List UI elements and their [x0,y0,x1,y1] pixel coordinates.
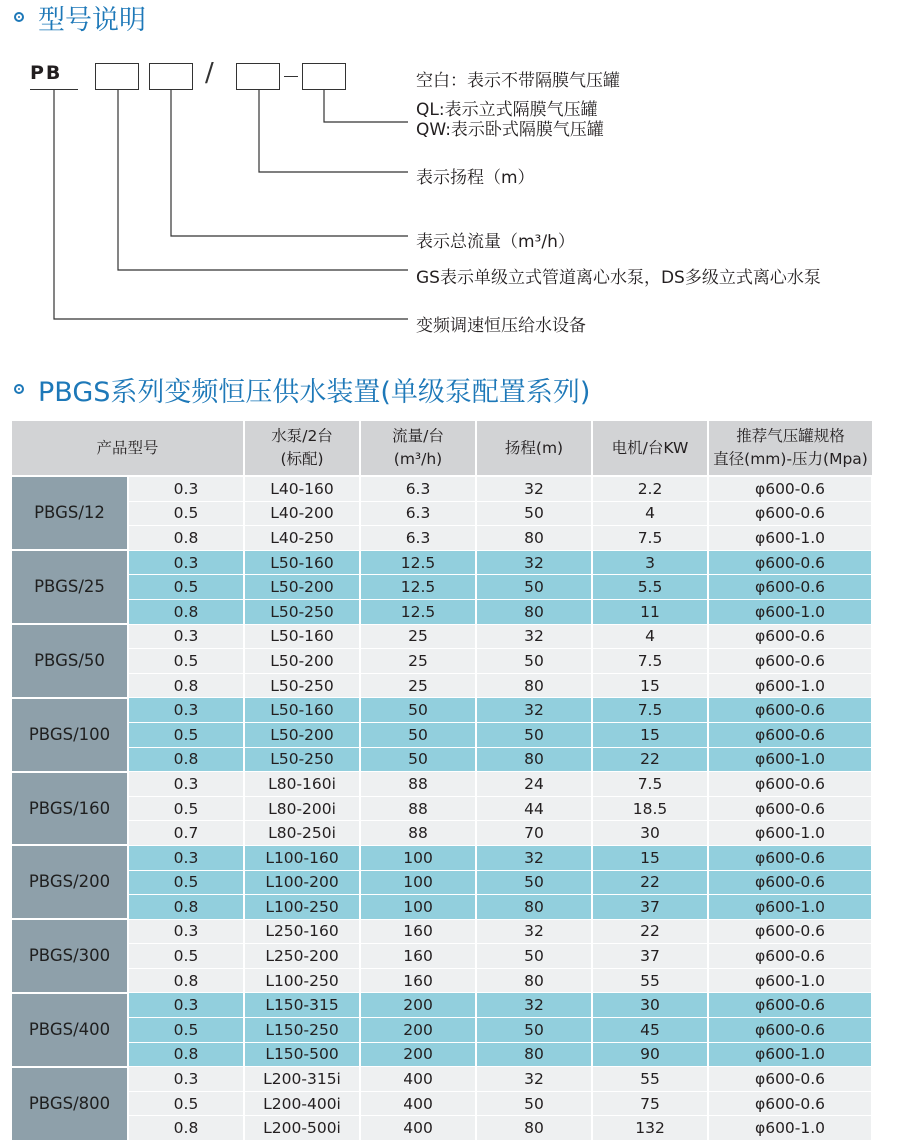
tank-cell: φ600-0.6 [708,870,872,895]
pump-cell: L200-500i [244,1116,360,1141]
table-row [12,698,872,723]
table-row [12,1091,872,1116]
motor-cell: 7.5 [592,698,708,723]
flow-cell: 100 [360,895,476,920]
table-body [12,476,872,1141]
motor-cell: 22 [592,919,708,944]
pump-cell: L50-200 [244,722,360,747]
pressure-cell: 0.3 [128,624,244,649]
motor-cell: 132 [592,1116,708,1141]
motor-cell: 11 [592,599,708,624]
tank-cell: φ600-0.6 [708,1091,872,1116]
flow-cell: 200 [360,993,476,1018]
pressure-cell: 0.5 [128,501,244,526]
table-row [12,624,872,649]
motor-cell: 45 [592,1018,708,1043]
table-row [12,895,872,920]
head-cell: 50 [476,944,592,969]
label-pump-type: GS表示单级立式管道离心水泵，DS多级立式离心水泵 [416,268,821,288]
head-cell: 50 [476,501,592,526]
table-row [12,993,872,1018]
table-row [12,1067,872,1092]
pump-cell: L80-200i [244,796,360,821]
head-cell: 50 [476,649,592,674]
flow-cell: 12.5 [360,550,476,575]
flow-cell: 50 [360,722,476,747]
pressure-cell: 0.8 [128,747,244,772]
tank-cell: φ600-1.0 [708,673,872,698]
motor-cell: 37 [592,944,708,969]
table-row [12,476,872,501]
pump-cell: L200-400i [244,1091,360,1116]
tank-cell: φ600-1.0 [708,895,872,920]
head-cell: 80 [476,673,592,698]
model-cell: PBGS/800 [12,1067,128,1141]
motor-cell: 22 [592,870,708,895]
model-cell: PBGS/50 [12,624,128,698]
tank-cell: φ600-0.6 [708,993,872,1018]
table-row [12,968,872,993]
motor-cell: 55 [592,1067,708,1092]
circle-bullet-icon [14,384,24,394]
tank-cell: φ600-0.6 [708,624,872,649]
pressure-cell: 0.5 [128,870,244,895]
motor-cell: 15 [592,722,708,747]
head-cell: 24 [476,772,592,797]
tank-cell: φ600-0.6 [708,1067,872,1092]
pump-cell: L50-200 [244,575,360,600]
header-head: 扬程(m) [476,421,592,476]
label-tank-vertical: QL:表示立式隔膜气压罐 [416,100,598,120]
pump-cell: L50-250 [244,747,360,772]
tank-cell: φ600-1.0 [708,1116,872,1141]
pressure-cell: 0.3 [128,993,244,1018]
flow-cell: 6.3 [360,526,476,551]
tank-cell: φ600-0.6 [708,919,872,944]
head-cell: 32 [476,624,592,649]
tank-cell: φ600-0.6 [708,649,872,674]
pressure-cell: 0.3 [128,1067,244,1092]
motor-cell: 4 [592,624,708,649]
table-row [12,722,872,747]
pump-cell: L50-160 [244,624,360,649]
tank-cell: φ600-0.6 [708,1018,872,1043]
head-cell: 80 [476,599,592,624]
header-model: 产品型号 [12,421,244,476]
pump-cell: L80-160i [244,772,360,797]
table-row [12,526,872,551]
flow-cell: 25 [360,673,476,698]
head-cell: 50 [476,575,592,600]
flow-cell: 50 [360,698,476,723]
motor-cell: 22 [592,747,708,772]
head-cell: 80 [476,747,592,772]
pump-cell: L100-250 [244,968,360,993]
section-title-pbgs-series [14,372,590,406]
table-row [12,649,872,674]
head-cell: 32 [476,993,592,1018]
pump-cell: L100-200 [244,870,360,895]
head-cell: 50 [476,722,592,747]
motor-cell: 18.5 [592,796,708,821]
pump-cell: L50-160 [244,550,360,575]
table-row [12,673,872,698]
motor-cell: 7.5 [592,649,708,674]
flow-cell: 160 [360,944,476,969]
flow-cell: 400 [360,1116,476,1141]
pressure-cell: 0.5 [128,1091,244,1116]
table-row [12,599,872,624]
pressure-cell: 0.8 [128,968,244,993]
model-cell: PBGS/25 [12,550,128,624]
table-row [12,870,872,895]
flow-cell: 88 [360,796,476,821]
motor-cell: 4 [592,501,708,526]
flow-cell: 6.3 [360,501,476,526]
pump-cell: L250-160 [244,919,360,944]
tank-cell: φ600-0.6 [708,845,872,870]
header-motor: 电机/台KW [592,421,708,476]
flow-cell: 400 [360,1091,476,1116]
head-cell: 80 [476,1042,592,1067]
tank-cell: φ600-1.0 [708,821,872,846]
head-cell: 32 [476,476,592,501]
pump-cell: L50-200 [244,649,360,674]
pressure-cell: 0.7 [128,821,244,846]
head-cell: 80 [476,526,592,551]
head-cell: 32 [476,698,592,723]
table-row [12,796,872,821]
head-cell: 32 [476,550,592,575]
pump-cell: L40-160 [244,476,360,501]
table-row [12,845,872,870]
tank-cell: φ600-1.0 [708,1042,872,1067]
header-flow: 流量/台 (m³/h) [360,421,476,476]
spec-table [12,421,873,1142]
pressure-cell: 0.5 [128,796,244,821]
pressure-cell: 0.5 [128,575,244,600]
head-cell: 32 [476,845,592,870]
section-title-text: PBGS系列变频恒压供水装置(单级泵配置系列) [38,376,591,408]
pump-cell: L150-500 [244,1042,360,1067]
flow-cell: 12.5 [360,599,476,624]
model-cell: PBGS/100 [12,698,128,772]
table-row [12,1018,872,1043]
pressure-cell: 0.5 [128,722,244,747]
label-tank-horizontal: QW:表示卧式隔膜气压罐 [416,120,604,140]
pump-cell: L50-160 [244,698,360,723]
table-header-row [12,421,872,476]
tank-cell: φ600-1.0 [708,526,872,551]
table-row [12,1042,872,1067]
motor-cell: 15 [592,673,708,698]
head-cell: 32 [476,919,592,944]
tank-cell: φ600-0.6 [708,796,872,821]
flow-cell: 200 [360,1018,476,1043]
motor-cell: 2.2 [592,476,708,501]
motor-cell: 7.5 [592,526,708,551]
model-cell: PBGS/400 [12,993,128,1067]
pressure-cell: 0.8 [128,673,244,698]
flow-cell: 50 [360,747,476,772]
motor-cell: 30 [592,821,708,846]
table-row [12,575,872,600]
motor-cell: 37 [592,895,708,920]
head-cell: 44 [476,796,592,821]
tank-cell: φ600-0.6 [708,476,872,501]
motor-cell: 15 [592,845,708,870]
tank-cell: φ600-0.6 [708,575,872,600]
flow-cell: 100 [360,845,476,870]
tank-cell: φ600-1.0 [708,968,872,993]
flow-cell: 6.3 [360,476,476,501]
pressure-cell: 0.8 [128,1116,244,1141]
label-flow: 表示总流量（m³/h） [416,232,575,252]
model-cell: PBGS/200 [12,845,128,919]
pump-cell: L150-315 [244,993,360,1018]
pressure-cell: 0.3 [128,772,244,797]
tank-cell: φ600-0.6 [708,698,872,723]
pump-cell: L50-250 [244,599,360,624]
pump-cell: L80-250i [244,821,360,846]
pump-cell: L100-160 [244,845,360,870]
tank-cell: φ600-0.6 [708,501,872,526]
pump-cell: L200-315i [244,1067,360,1092]
table-row [12,747,872,772]
flow-cell: 100 [360,870,476,895]
pressure-cell: 0.3 [128,550,244,575]
head-cell: 80 [476,895,592,920]
pressure-cell: 0.3 [128,476,244,501]
head-cell: 50 [476,870,592,895]
flow-cell: 400 [360,1067,476,1092]
model-prefix: PB [30,62,63,84]
label-head: 表示扬程（m） [416,168,535,188]
table-row [12,772,872,797]
flow-cell: 200 [360,1042,476,1067]
flow-cell: 88 [360,772,476,797]
head-cell: 70 [476,821,592,846]
pressure-cell: 0.5 [128,649,244,674]
head-cell: 80 [476,1116,592,1141]
head-cell: 50 [476,1018,592,1043]
head-cell: 50 [476,1091,592,1116]
motor-cell: 75 [592,1091,708,1116]
table-row [12,821,872,846]
model-cell: PBGS/300 [12,919,128,993]
label-tank-none: 空白：表示不带隔膜气压罐 [416,71,620,91]
pump-cell: L250-200 [244,944,360,969]
model-cell: PBGS/12 [12,476,128,550]
header-pump: 水泵/2台 (标配) [244,421,360,476]
section-title-text: 型号说明 [38,4,146,36]
pressure-cell: 0.3 [128,698,244,723]
head-cell: 32 [476,1067,592,1092]
motor-cell: 90 [592,1042,708,1067]
flow-cell: 88 [360,821,476,846]
model-cell: PBGS/160 [12,772,128,846]
pump-cell: L40-200 [244,501,360,526]
pressure-cell: 0.8 [128,526,244,551]
flow-cell: 25 [360,649,476,674]
pressure-cell: 0.5 [128,1018,244,1043]
tank-cell: φ600-0.6 [708,550,872,575]
pump-cell: L40-250 [244,526,360,551]
pump-cell: L50-250 [244,673,360,698]
label-equipment: 变频调速恒压给水设备 [416,316,586,336]
table-row [12,550,872,575]
pump-cell: L100-250 [244,895,360,920]
pressure-cell: 0.8 [128,895,244,920]
tank-cell: φ600-1.0 [708,599,872,624]
motor-cell: 55 [592,968,708,993]
pressure-cell: 0.3 [128,845,244,870]
head-cell: 80 [476,968,592,993]
pressure-cell: 0.8 [128,599,244,624]
flow-cell: 12.5 [360,575,476,600]
pump-cell: L150-250 [244,1018,360,1043]
tank-cell: φ600-0.6 [708,722,872,747]
motor-cell: 5.5 [592,575,708,600]
pressure-cell: 0.3 [128,919,244,944]
flow-cell: 160 [360,968,476,993]
tank-cell: φ600-0.6 [708,772,872,797]
flow-cell: 25 [360,624,476,649]
header-tank: 推荐气压罐规格 直径(mm)-压力(Mpa) [708,421,872,476]
tank-cell: φ600-0.6 [708,944,872,969]
pressure-cell: 0.8 [128,1042,244,1067]
motor-cell: 3 [592,550,708,575]
table-row [12,501,872,526]
code-slash: / [205,58,214,88]
table-row [12,944,872,969]
pressure-cell: 0.5 [128,944,244,969]
flow-cell: 160 [360,919,476,944]
motor-cell: 30 [592,993,708,1018]
table-row [12,919,872,944]
tank-cell: φ600-1.0 [708,747,872,772]
motor-cell: 7.5 [592,772,708,797]
